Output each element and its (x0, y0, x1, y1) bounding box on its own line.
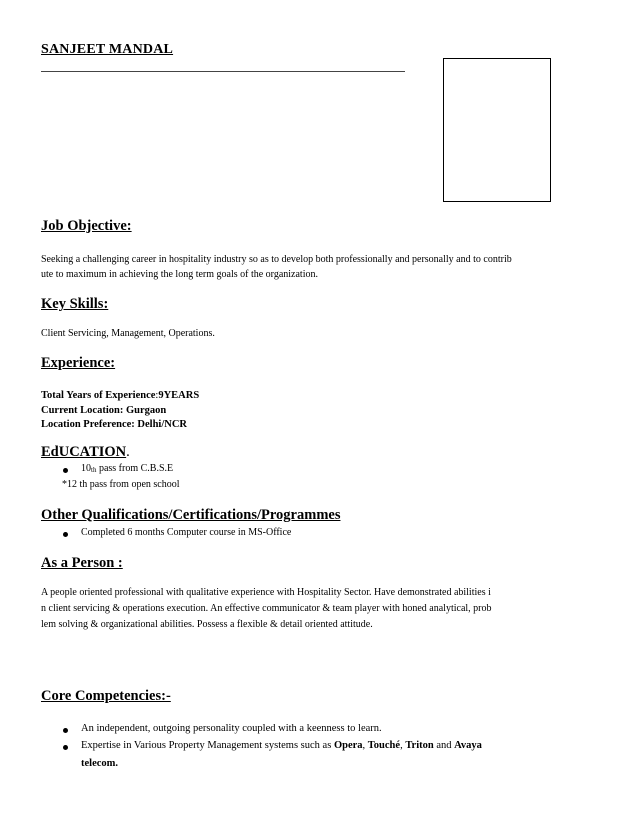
photo-placeholder (443, 58, 551, 202)
core-competencies-item-2-cont: telecom. (81, 758, 119, 769)
core-competencies-item-2-prefix: Expertise in Various Property Management systems such as (81, 740, 334, 751)
other-qualifications-item-1: Completed 6 months Computer course in MS-Office (81, 527, 292, 538)
core-competencies-item-1: An independent, outgoing personality coupled with a keenness to learn. (81, 723, 382, 734)
education-item-1-sup: th (91, 466, 97, 474)
experience-total-sep: : (155, 390, 159, 401)
header-divider (41, 71, 405, 72)
pms-sep-1: , (362, 740, 368, 751)
experience-total (41, 389, 199, 404)
as-a-person-line-2: n client servicing & operations execution. An effective communicator & team player with honed analytical, prob (41, 603, 492, 614)
job-objective-line-1: Seeking a challenging career in hospitality industry so as to develop both professionally and personally and to contrib (41, 254, 512, 265)
education-heading (41, 444, 130, 461)
job-objective-heading: Job Objective: (41, 218, 132, 234)
education-item-1 (81, 461, 173, 478)
bullet-icon (63, 745, 68, 750)
key-skills-text: Client Servicing, Management, Operations. (41, 328, 215, 339)
bullet-icon (63, 532, 68, 537)
education-heading-suffix: . (126, 444, 130, 460)
as-a-person-line-1: A people oriented professional with qualitative experience with Hospitality Sector. Have demonstrated abilities i (41, 587, 491, 598)
education-heading-text: EdUCATION (41, 444, 127, 460)
as-a-person-heading: As a Person : (41, 555, 123, 571)
core-competencies-item-2 (81, 738, 482, 753)
pms-avaya: Avaya (454, 740, 482, 751)
candidate-name: SANJEET MANDAL (41, 42, 174, 57)
education-item-1-num: 10 (81, 463, 91, 474)
bullet-icon (63, 468, 68, 473)
education-item-1-text: pass from C.B.S.E (96, 463, 174, 474)
pms-and: and (433, 740, 455, 751)
experience-location-preference: Location Preference: Delhi/NCR (41, 419, 187, 430)
job-objective-line-2: ute to maximum in achieving the long term goals of the organization. (41, 269, 318, 280)
pms-touche: Touché (367, 740, 401, 751)
core-competencies-heading: Core Competencies:- (41, 688, 171, 704)
pms-opera: Opera (333, 740, 363, 751)
experience-total-label: Total Years of Experience (41, 390, 156, 401)
key-skills-heading: Key Skills: (41, 296, 109, 312)
pms-triton: Triton (405, 740, 434, 751)
education-item-2: *12 th pass from open school (62, 479, 180, 490)
experience-total-value: 9YEARS (158, 390, 200, 401)
bullet-icon (63, 728, 68, 733)
experience-heading: Experience: (41, 355, 116, 371)
pms-sep-2: , (400, 740, 406, 751)
other-qualifications-heading: Other Qualifications/Certifications/Programmes (41, 507, 341, 523)
as-a-person-line-3: lem solving & organizational abilities. Possess a flexible & detail oriented attitude. (41, 619, 373, 630)
experience-current-location: Current Location: Gurgaon (41, 405, 167, 416)
